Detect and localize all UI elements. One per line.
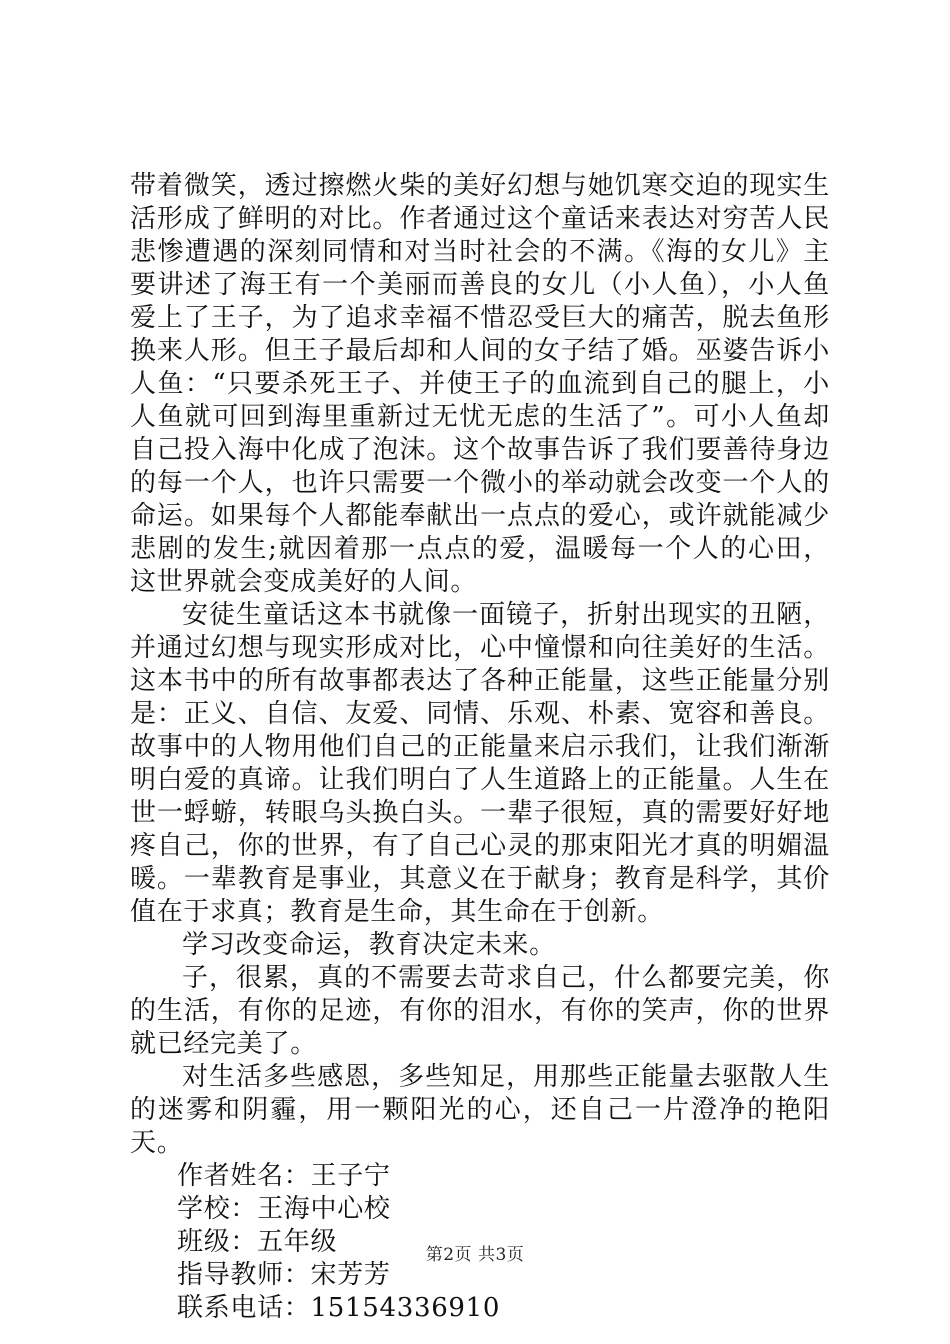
school-name: 学校：王海中心校: [177, 1194, 391, 1224]
paragraph-gratitude: 对生活多些感恩，多些知足，用那些正能量去驱散人生的迷雾和阴霾，用一颗阳光的心，还自己一片澄净的艳阳天。: [130, 1062, 830, 1158]
instructor-name: 指导教师：宋芳芳: [177, 1260, 391, 1290]
class-grade: 班级：五年级: [177, 1227, 338, 1257]
paragraph-andersen-book: 安徒生童话这本书就像一面镜子，折射出现实的丑陋，并通过幻想与现实形成对比，心中憧憬和向往美好的生活。这本书中的所有故事都表达了各种正能量，这些正能量分别是：正义、自信、友爱、同情、乐观、朴素、宽容和善良。故事中的人物用他们自己的正能量来启示我们，让我们渐渐明白爱的真谛。让我们明白了人生道路上的正能量。人生在世一蜉蝣，转眼乌头换白头。一辈子很短，真的需要好好地疼自己，你的世界，有了自己心灵的那束阳光才真的明媚温暖。一辈教育是事业，其意义在于献身；教育是科学，其价值在于求真；教育是生命，其生命在于创新。: [130, 600, 830, 927]
author-name: 作者姓名：王子宁: [177, 1161, 391, 1191]
paragraph-education-motto: 学习改变命运，教育决定未来。: [182, 930, 556, 960]
document-body: [130, 170, 830, 1325]
contact-phone: 联系电话：15154336910: [177, 1293, 501, 1323]
paragraph-continuation: 带着微笑，透过擦燃火柴的美好幻想与她饥寒交迫的现实生活形成了鲜明的对比。作者通过这个童话来表达对穷苦人民悲惨遭遇的深刻同情和对当时社会的不满。《海的女儿》主要讲述了海王有一个美丽而善良的女儿（小人鱼），小人鱼爱上了王子，为了追求幸福不惜忍受巨大的痛苦，脱去鱼形换来人形。但王子最后却和人间的女子结了婚。巫婆告诉小人鱼：“只要杀死王子、并使王子的血流到自己的腿上，小人鱼就可回到海里重新过无忧无虑的生活了”。可小人鱼却自己投入海中化成了泡沫。这个故事告诉了我们要善待身边的每一个人，也许只需要一个微小的举动就会改变一个人的命运。如果每个人都能奉献出一点点的爱心，或许就能减少悲剧的发生;就因着那一点点的爱，温暖每一个人的心田，这世界就会变成美好的人间。: [130, 171, 830, 597]
page-number-footer: 第2页 共3页: [425, 1245, 525, 1265]
paragraph-perfect-life: 子，很累，真的不需要去苛求自己，什么都要完美，你的生活，有你的足迹，有你的泪水，有你的笑声，你的世界就已经完美了。: [130, 963, 830, 1059]
